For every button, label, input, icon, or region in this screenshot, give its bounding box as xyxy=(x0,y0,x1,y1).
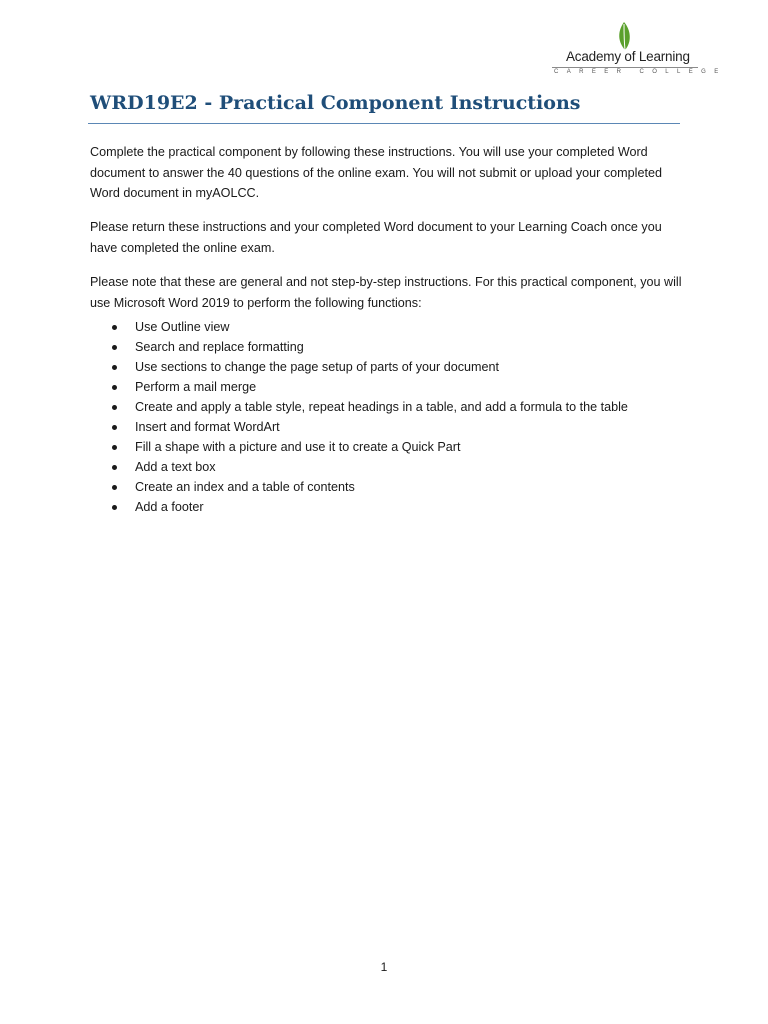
bullet-icon xyxy=(112,425,117,430)
list-item xyxy=(90,377,690,397)
list-item-text: Fill a shape with a picture and use it to create a Quick Part xyxy=(135,440,461,454)
list-item-text: Add a text box xyxy=(135,460,216,474)
list-item xyxy=(90,357,690,377)
list-item xyxy=(90,497,690,517)
list-item xyxy=(90,317,690,337)
bullet-icon xyxy=(112,385,117,390)
academy-of-learning-logo xyxy=(548,20,727,78)
list-item-text: Create and apply a table style, repeat headings in a table, and add a formula to the table xyxy=(135,400,628,414)
list-item-text: Create an index and a table of contents xyxy=(135,480,355,494)
page-number: 1 xyxy=(380,960,388,974)
bullet-icon xyxy=(112,485,117,490)
list-item-text: Use Outline view xyxy=(135,320,230,334)
list-item-text: Use sections to change the page setup of parts of your document xyxy=(135,360,500,374)
list-item xyxy=(90,437,690,457)
list-item xyxy=(90,417,690,437)
list-item-text: Add a footer xyxy=(135,500,204,514)
list-item xyxy=(90,457,690,477)
logo-subtitle: CAREER COLLEGE xyxy=(554,69,727,75)
logo-name: Academy of Learning xyxy=(566,49,690,64)
intro-paragraph: Complete the practical component by following these instructions. You will use your completed Word document to answer the 40 questions of the online exam. You will not submit or upload your completed Word document in myAOLCC. xyxy=(90,145,662,200)
list-item-text: Search and replace formatting xyxy=(135,340,304,354)
list-item-text: Insert and format WordArt xyxy=(135,420,280,434)
list-item xyxy=(90,397,690,417)
return-instructions-paragraph: Please return these instructions and your completed Word document to your Learning Coach once you have completed the online exam. xyxy=(90,220,662,255)
title-underline xyxy=(88,123,680,124)
functions-intro-paragraph: Please note that these are general and not step-by-step instructions. For this practical component, you will use Microsoft Word 2019 to perform the following functions: xyxy=(90,275,682,310)
document-title: WRD19E2 - Practical Component Instructions xyxy=(90,92,581,114)
logo-divider xyxy=(552,67,698,68)
leaf-icon xyxy=(614,20,636,52)
bullet-icon xyxy=(112,365,117,370)
bullet-icon xyxy=(112,345,117,350)
bullet-icon xyxy=(112,325,117,330)
list-item-text: Perform a mail merge xyxy=(135,380,257,394)
functions-list xyxy=(90,317,690,517)
list-item xyxy=(90,337,690,357)
bullet-icon xyxy=(112,505,117,510)
bullet-icon xyxy=(112,405,117,410)
list-item xyxy=(90,477,690,497)
bullet-icon xyxy=(112,445,117,450)
bullet-icon xyxy=(112,465,117,470)
